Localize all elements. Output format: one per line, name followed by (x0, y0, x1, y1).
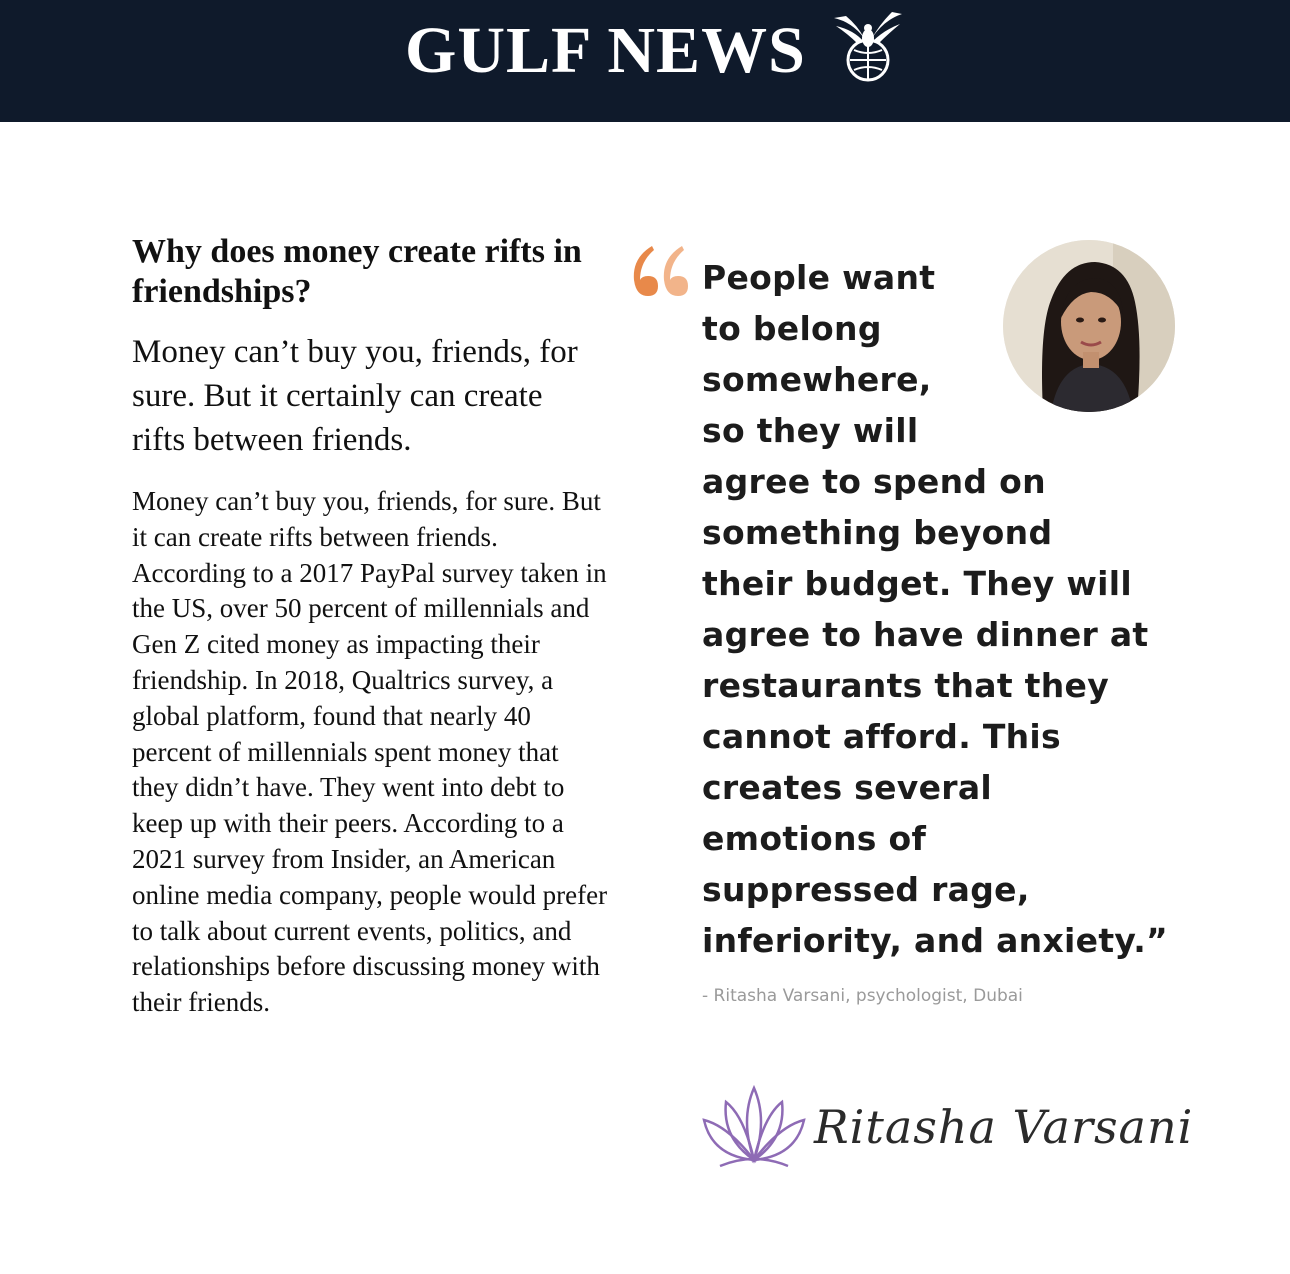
quote-line: People want (702, 258, 936, 297)
quote-line: inferiority, and anxiety.” (702, 921, 1169, 960)
quote-line: agree to have dinner at (702, 615, 1149, 654)
quote-line: restaurants that they (702, 666, 1110, 705)
pull-quote (702, 252, 1182, 966)
quote-line: somewhere, (702, 360, 932, 399)
quote-attribution: - Ritasha Varsani, psychologist, Dubai (702, 986, 1023, 1006)
article-lede: Money can’t buy you, friends, for sure. But it certainly can create rifts between friends. (132, 334, 578, 458)
eagle-globe-icon (828, 8, 908, 84)
quote-line: so they will (702, 411, 919, 450)
quote-line: suppressed rage, (702, 870, 1030, 909)
signature-name: Ritasha Varsani (814, 1100, 1194, 1154)
masthead-title: GULF NEWS (405, 14, 806, 87)
article-body: Money can’t buy you, friends, for sure. But it can create rifts between friends. According to a 2017 PayPal survey taken in the US, over 50 percent of millennials and Gen Z cited money as impacting their friendship. In 2018, Qualtrics survey, a global platform, found that nearly 40 percent of millennials spent money that they didn’t have. They went into debt to keep up with their peers. According to a 2021 survey from Insider, an American online media company, people would prefer to talk about current events, politics, and relationships before discussing money with their friends. (132, 486, 608, 1018)
orange-open-quote-icon (626, 236, 688, 302)
quote-line: emotions of (702, 819, 927, 858)
article-heading: Why does money create rifts in friendships? (132, 233, 582, 310)
quote-line: their budget. They will (702, 564, 1132, 603)
quote-line: cannot afford. This (702, 717, 1061, 756)
quote-line: creates several (702, 768, 993, 807)
lotus-logo-icon (700, 1080, 808, 1172)
quote-line: to belong (702, 309, 882, 348)
quote-line: something beyond (702, 513, 1053, 552)
quote-line: agree to spend on (702, 462, 1046, 501)
masthead (0, 0, 1290, 122)
